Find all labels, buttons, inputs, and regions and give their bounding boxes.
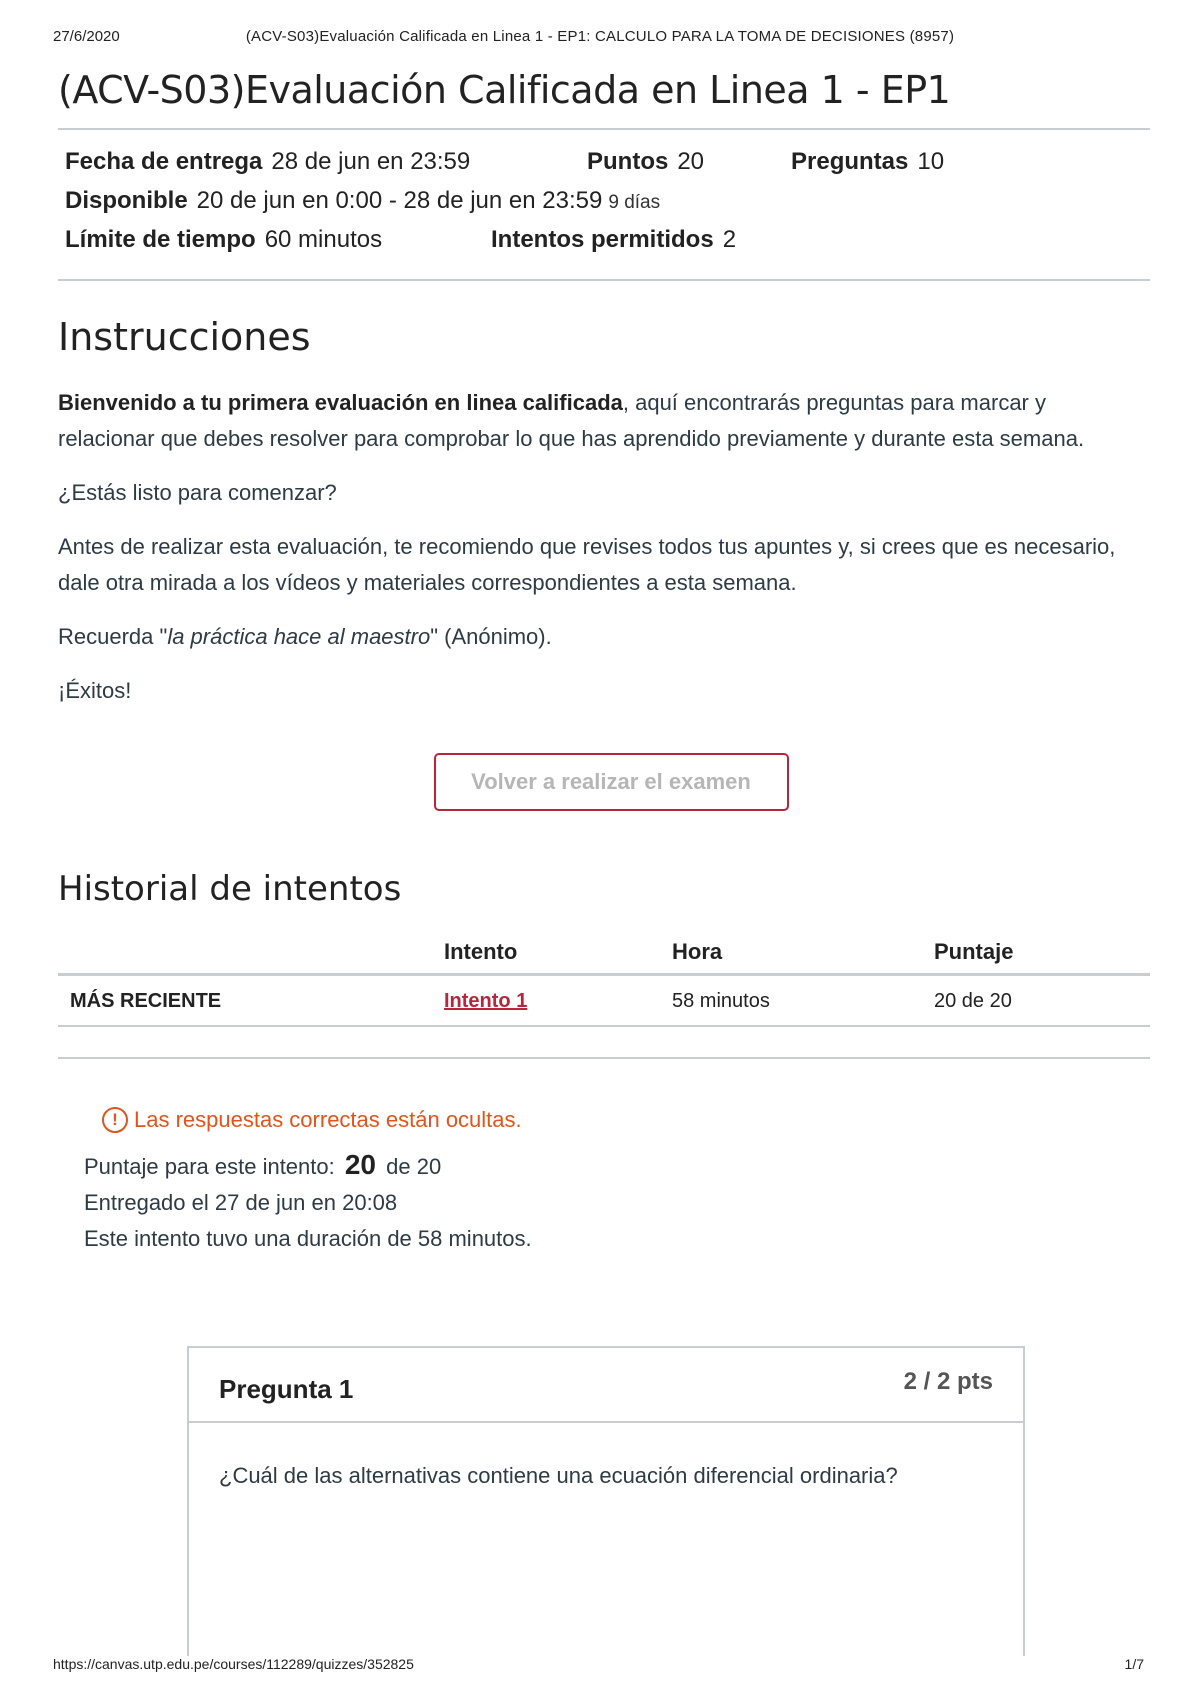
details-row-2: [65, 187, 1150, 226]
attempt-duration: Este intento tuvo una duración de 58 minutos.: [84, 1225, 532, 1251]
attempt-score: [84, 1147, 1150, 1185]
instructions-paragraph: [58, 619, 1138, 655]
divider: [58, 1057, 1150, 1059]
print-url: https://canvas.utp.edu.pe/courses/112289/quizzes/352825: [53, 1656, 414, 1672]
attempt-cell: [444, 974, 672, 1026]
instructions-heading: Instrucciones: [58, 314, 311, 359]
question-name: Pregunta 1: [219, 1374, 354, 1404]
time-limit: [65, 226, 491, 254]
divider: [58, 279, 1150, 281]
column-header: [58, 931, 444, 975]
question-header: [189, 1348, 1023, 1423]
points-label: Puntos: [587, 147, 669, 175]
instructions-paragraph: [58, 385, 1138, 457]
available-label: Disponible: [65, 186, 188, 214]
details-row-1: [65, 148, 1150, 187]
column-header: Intento: [444, 931, 672, 975]
score-value: 20: [344, 1148, 377, 1180]
instructions-paragraph: Antes de realizar esta evaluación, te recomiendo que revises todos tus apuntes y, si crees que es necesario, dale otra mirada a los vídeos y materiales correspondientes a esta semana.: [58, 533, 1116, 595]
retake-wrapper: [58, 753, 1150, 811]
quote-post: " (Anónimo).: [430, 623, 552, 649]
questions-count: [791, 148, 944, 176]
quote-italic: la práctica hace al maestro: [167, 623, 431, 649]
attempts-allowed: [491, 226, 736, 254]
answers-hidden-notice: [102, 1107, 1150, 1133]
main-content: [58, 62, 1150, 1257]
attempt-summary: [84, 1147, 1150, 1257]
score-prefix: Puntaje para este intento:: [84, 1153, 335, 1179]
warning-icon: !: [102, 1107, 128, 1133]
question-card: [187, 1346, 1025, 1656]
time-limit-label: Límite de tiempo: [65, 225, 256, 253]
column-header: Puntaje: [934, 931, 1150, 975]
print-page-number: 1/7: [1124, 1656, 1144, 1672]
welcome-bold: Bienvenido a tu primera evaluación en linea calificada: [58, 389, 623, 415]
print-date: 27/6/2020: [53, 28, 120, 45]
column-header: Hora: [672, 931, 934, 975]
attempt-link[interactable]: Intento 1: [444, 989, 528, 1012]
details-row-3: [65, 226, 1150, 265]
history-heading: Historial de intentos: [58, 868, 402, 909]
print-header: [0, 28, 1200, 48]
time-limit-value: 60 minutos: [264, 225, 383, 253]
time-cell: 58 minutos: [672, 974, 934, 1026]
question-text: ¿Cuál de las alternativas contiene una ecuación diferencial ordinaria?: [219, 1463, 898, 1488]
available-value: 20 de jun en 0:00 - 28 de jun en 23:59: [196, 186, 603, 214]
questions-label: Preguntas: [791, 147, 909, 175]
due-value: 28 de jun en 23:59: [271, 147, 471, 175]
instructions-paragraph: ¡Éxitos!: [58, 677, 132, 703]
welcome-rest: , aquí encontrarás preguntas para marcar y relacionar que debes resolver para comprobar lo que has aprendido previamente y durante esta semana.: [58, 389, 1085, 451]
availability: [65, 187, 660, 215]
attempts-label: Intentos permitidos: [491, 225, 714, 253]
retake-quiz-button[interactable]: Volver a realizar el examen: [434, 753, 789, 811]
due-label: Fecha de entrega: [65, 147, 263, 175]
table-header-row: [58, 931, 1150, 975]
row-label: MÁS RECIENTE: [58, 974, 444, 1026]
quote-pre: Recuerda ": [58, 623, 168, 649]
hidden-note-text: Las respuestas correctas están ocultas.: [134, 1106, 522, 1132]
quiz-details: [58, 130, 1150, 279]
attempt-history-table: [58, 931, 1150, 1027]
page-title: (ACV-S03)Evaluación Calificada en Linea 1 - EP1: [58, 68, 951, 112]
available-days: 9 días: [608, 191, 661, 213]
attempts-value: 2: [722, 225, 737, 253]
points-value: 20: [677, 147, 705, 175]
table-row: [58, 974, 1150, 1026]
due-date: [65, 148, 587, 176]
score-cell: 20 de 20: [934, 974, 1150, 1026]
points: [587, 148, 791, 176]
print-title: (ACV-S03)Evaluación Calificada en Linea 1 - EP1: CALCULO PARA LA TOMA DE DECISIONES (8957): [245, 28, 955, 45]
submitted-at: Entregado el 27 de jun en 20:08: [84, 1189, 398, 1215]
score-suffix: de 20: [386, 1153, 442, 1179]
question-points: 2 / 2 pts: [903, 1368, 993, 1395]
instructions-paragraph: ¿Estás listo para comenzar?: [58, 479, 337, 505]
questions-value: 10: [917, 147, 945, 175]
